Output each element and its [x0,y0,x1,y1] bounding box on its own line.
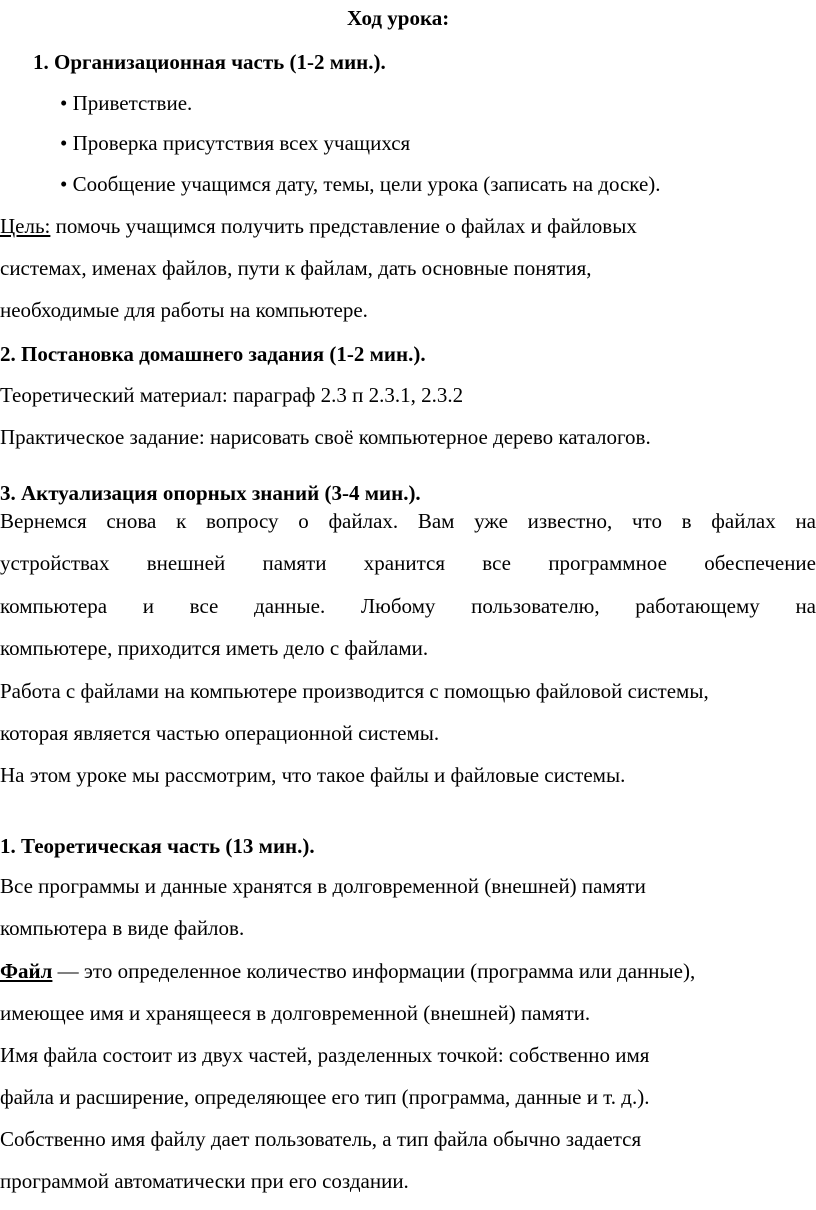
paragraph-line: Вернемся снова к вопросу о файлах. Вам уже известно, что в файлах на [0,509,816,533]
goal-line [0,212,637,240]
paragraph-line: компьютера и все данные. Любому пользователю, работающему на [0,594,816,618]
paragraph-line: Собственно имя файлу дает пользователь, а тип файла обычно задается [0,1127,642,1151]
bullet-text: Сообщение учащимся дату, темы, цели урока (записать на доске). [72,172,661,196]
bullet-marker: • [60,131,68,155]
page-title: Ход урока: [347,6,450,30]
bullet-text: Проверка присутствия всех учащихся [72,131,411,155]
goal-text: системах, именах файлов, пути к файлам, дать основные понятия, [0,256,592,280]
paragraph-line: устройствах внешней памяти хранится все программное обеспечение [0,551,816,575]
section-heading-theory: 1. Теоретическая часть (13 мин.). [0,834,315,858]
section-heading-organizational: 1. Организационная часть (1-2 мин.). [33,50,386,74]
file-definition-line [0,957,695,985]
paragraph-line: программой автоматически при его создании. [0,1169,409,1193]
paragraph-line: которая является частью операционной системы. [0,721,440,745]
bullet-item [60,129,410,157]
file-term: Файл [0,959,53,983]
paragraph-line: компьютера в виде файлов. [0,916,245,940]
goal-label: Цель: [0,214,51,238]
goal-text: помочь учащимся получить представление о файлах и файловых [55,214,637,238]
paragraph-line: На этом уроке мы рассмотрим, что такое файлы и файловые системы. [0,763,626,787]
goal-text: необходимые для работы на компьютере. [0,298,368,322]
section-heading-homework: 2. Постановка домашнего задания (1-2 мин.). [0,342,426,366]
paragraph-line: Работа с файлами на компьютере производится с помощью файловой системы, [0,679,709,703]
bullet-text: Приветствие. [72,91,193,115]
paragraph-line: файла и расширение, определяющее его тип (программа, данные и т. д.). [0,1085,650,1109]
paragraph-line: компьютере, приходится иметь дело с файлами. [0,636,429,660]
paragraph-line: имеющее имя и хранящееся в долговременной (внешней) памяти. [0,1001,591,1025]
paragraph-line: Все программы и данные хранятся в долговременной (внешней) памяти [0,874,646,898]
bullet-item [60,170,661,198]
file-definition-text: — это определенное количество информации (программа или данные), [57,959,696,983]
homework-practice: Практическое задание: нарисовать своё компьютерное дерево каталогов. [0,425,651,449]
section-heading-knowledge: 3. Актуализация опорных знаний (3-4 мин.). [0,481,421,505]
bullet-marker: • [60,91,68,115]
paragraph-line: Имя файла состоит из двух частей, разделенных точкой: собственно имя [0,1043,650,1067]
bullet-marker: • [60,172,68,196]
homework-theory: Теоретический материал: параграф 2.3 п 2.3.1, 2.3.2 [0,383,464,407]
bullet-item [60,89,192,117]
